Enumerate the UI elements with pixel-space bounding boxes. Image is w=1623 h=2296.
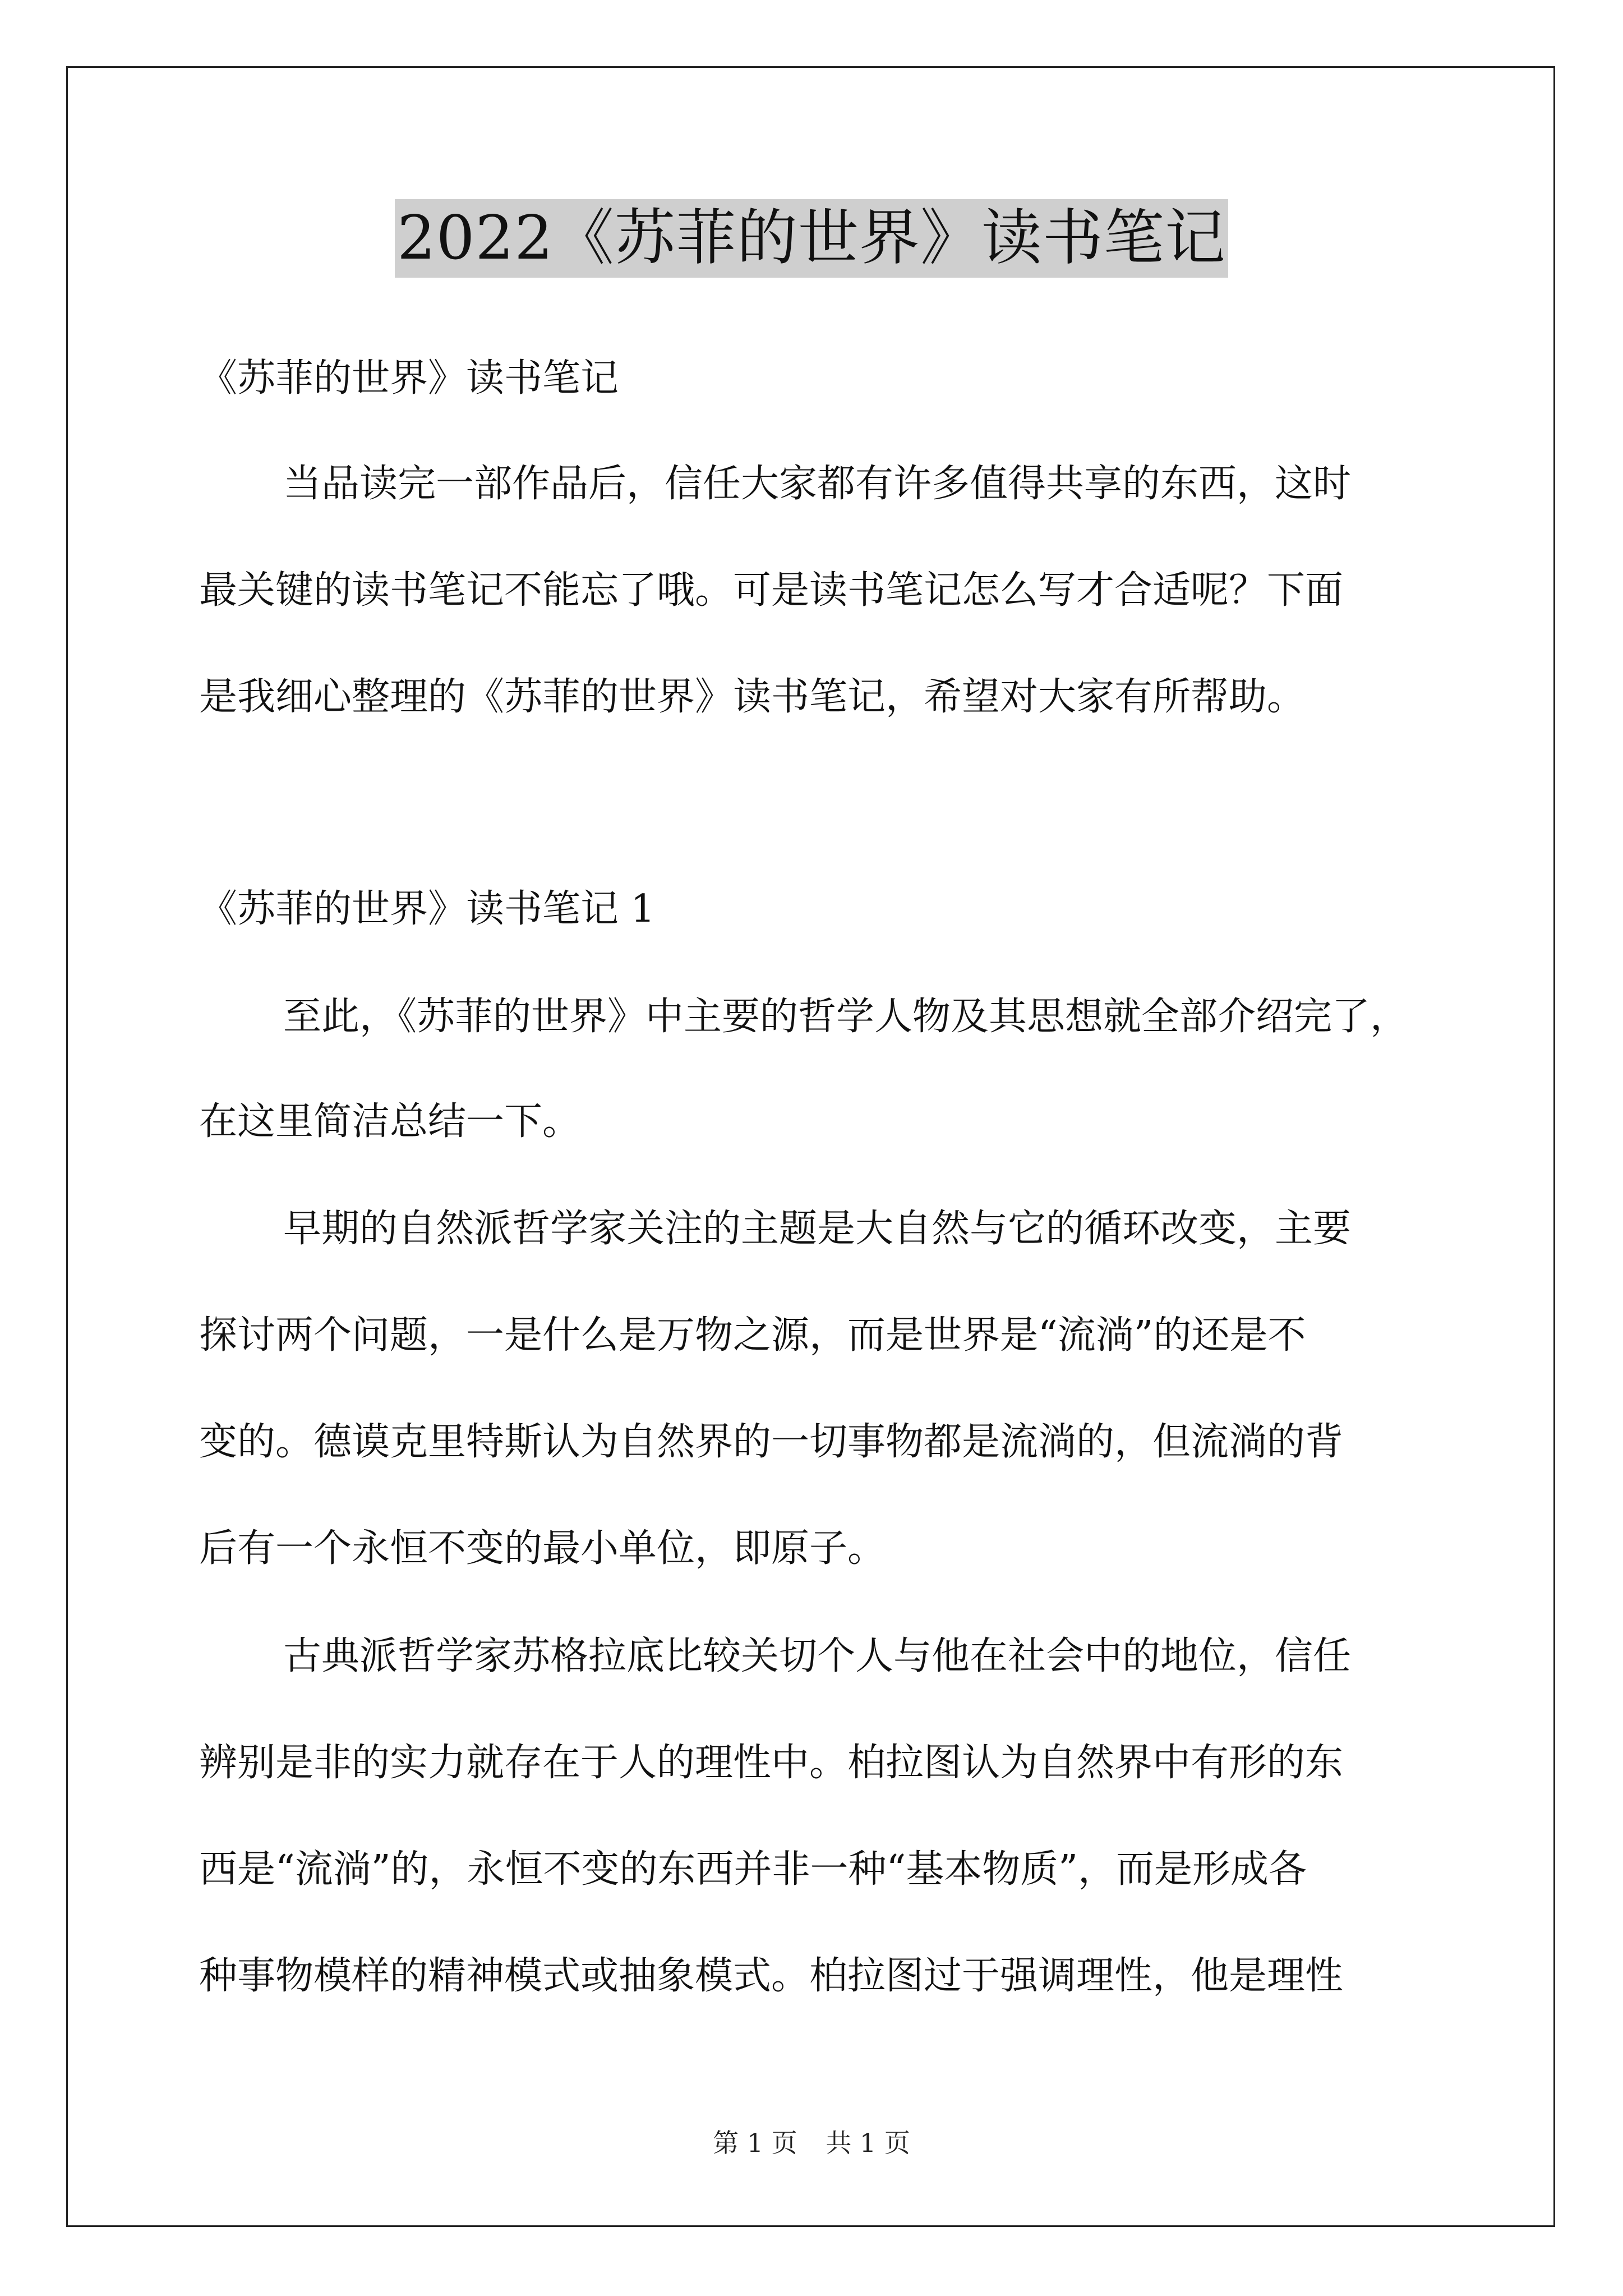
- paragraph2-line-2: 探讨两个问题，一是什么是万物之源，而是世界是“流淌”的还是不: [199, 1313, 1306, 1358]
- intro-line-1: 当品读完一部作品后，信任大家都有许多值得共享的东西，这时: [283, 462, 1352, 506]
- paragraph3-line-2: 辨别是非的实力就存在于人的理性中。柏拉图认为自然界中有形的东: [199, 1741, 1344, 1785]
- section-heading: 《苏菲的世界》读书笔记 1: [199, 887, 655, 931]
- page-number-total: 共 1 页: [826, 2128, 910, 2158]
- page-footer: [0, 2126, 1623, 2160]
- paragraph3-line-4: 种事物模样的精神模式或抽象模式。柏拉图过于强调理性，他是理性: [199, 1954, 1344, 1998]
- document-title: 2022《苏菲的世界》读书笔记: [395, 199, 1228, 278]
- page-number-current: 第 1 页: [713, 2128, 797, 2158]
- paragraph2-line-4: 后有一个永恒不变的最小单位，即原子。: [199, 1526, 886, 1571]
- subtitle: 《苏菲的世界》读书笔记: [199, 356, 619, 401]
- paragraph2-line-3: 变的。德谟克里特斯认为自然界的一切事物都是流淌的，但流淌的背: [199, 1420, 1344, 1464]
- paragraph3-line-1: 古典派哲学家苏格拉底比较关切个人与他在社会中的地位，信任: [283, 1634, 1352, 1678]
- title-wrap: [0, 199, 1623, 278]
- paragraph3-line-3: 西是“流淌”的，永恒不变的东西并非一种“基本物质”，而是形成各: [199, 1847, 1307, 1892]
- intro-line-2: 最关键的读书笔记不能忘了哦。可是读书笔记怎么写才合适呢？下面: [199, 568, 1344, 613]
- intro-line-3: 是我细心整理的《苏菲的世界》读书笔记，希望对大家有所帮助。: [199, 675, 1306, 719]
- paragraph1-line-2: 在这里简洁总结一下。: [199, 1099, 581, 1144]
- paragraph1-line-1: 至此，《苏菲的世界》中主要的哲学人物及其思想就全部介绍完了，: [283, 995, 1409, 1039]
- paragraph2-line-1: 早期的自然派哲学家关注的主题是大自然与它的循环改变，主要: [283, 1207, 1352, 1251]
